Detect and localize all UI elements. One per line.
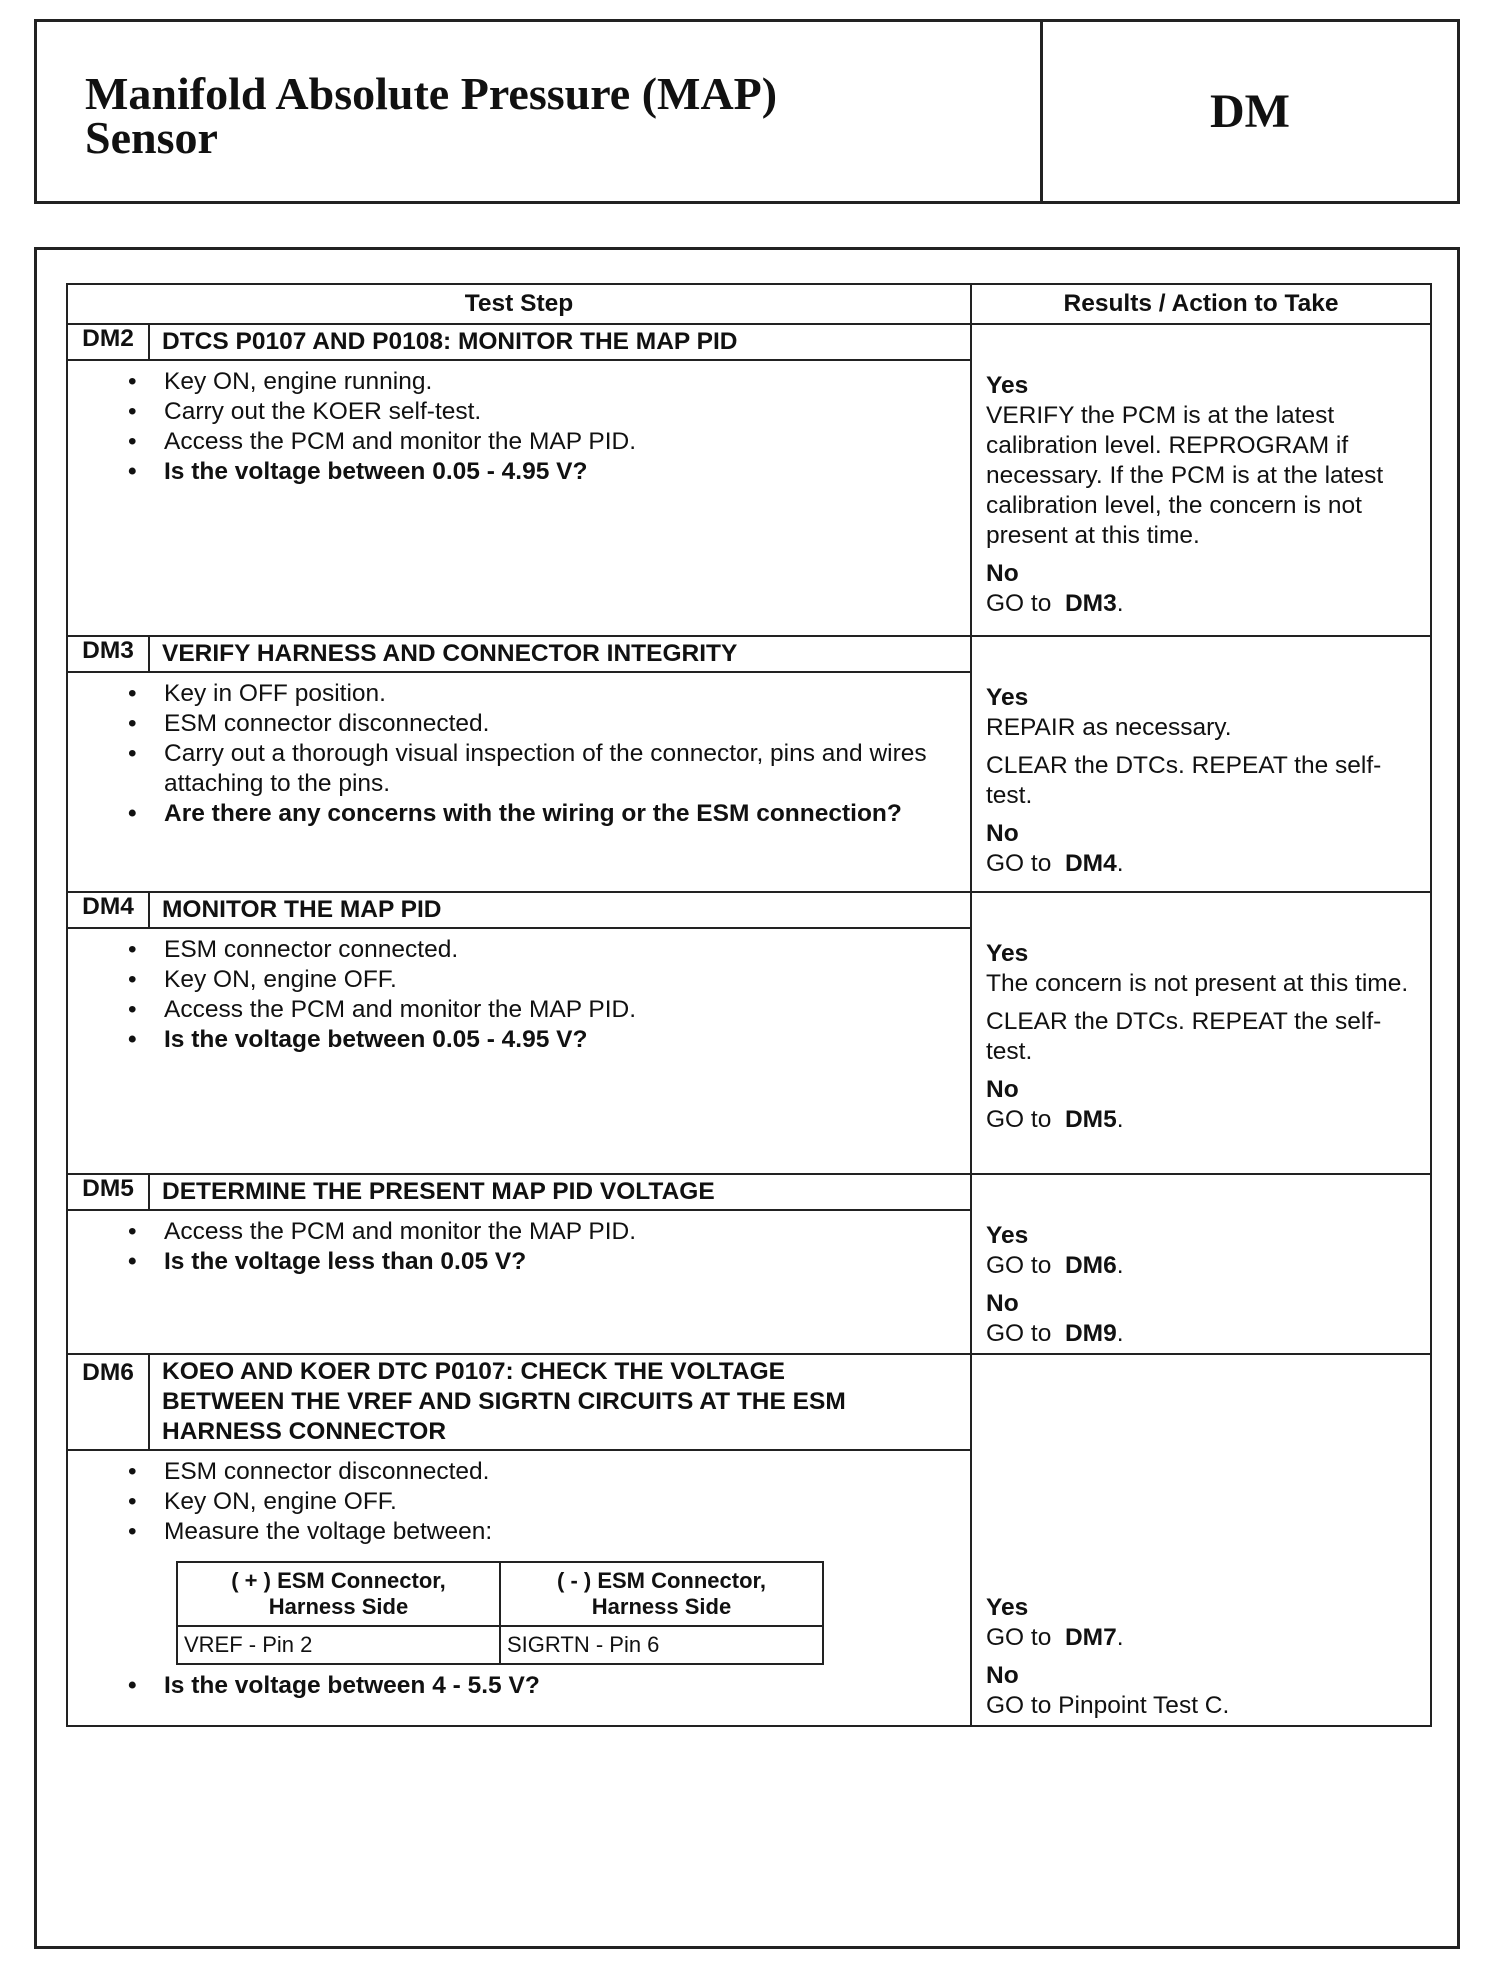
yes-prefix: GO to bbox=[986, 1252, 1052, 1279]
result-cell bbox=[971, 892, 1431, 1174]
no-action[interactable]: GO to Pinpoint Test C. bbox=[986, 1692, 1230, 1719]
bullet: • Access the PCM and monitor the MAP PID. bbox=[164, 995, 970, 1025]
step-title-row bbox=[67, 636, 1431, 672]
yes-label: Yes bbox=[986, 1222, 1029, 1249]
bullet: • Carry out a thorough visual inspection of the connector, pins and wires attaching to the pins. bbox=[164, 739, 970, 799]
question-bullet: • Is the voltage less than 0.05 V? bbox=[164, 1247, 970, 1277]
bullet: • Key ON, engine OFF. bbox=[164, 1487, 970, 1517]
yes-suffix: . bbox=[1116, 1252, 1124, 1279]
question-bullet: • Is the voltage between 0.05 - 4.95 V? bbox=[164, 457, 970, 487]
step-title-row bbox=[67, 892, 1431, 928]
no-action bbox=[986, 1319, 1418, 1349]
no-label: No bbox=[986, 820, 1019, 847]
yes-action: The concern is not present at this time. bbox=[986, 970, 1409, 997]
bullet: • Measure the voltage between: bbox=[164, 1517, 970, 1547]
pin-cell-negative: SIGRTN - Pin 6 bbox=[500, 1626, 823, 1664]
step-title: DTCS P0107 AND P0108: MONITOR THE MAP PID bbox=[149, 324, 971, 360]
bullet: • Access the PCM and monitor the MAP PID. bbox=[164, 1217, 970, 1247]
bullet: • ESM connector disconnected. bbox=[164, 709, 970, 739]
no-suffix: . bbox=[1116, 1106, 1124, 1133]
step-bullets bbox=[68, 1457, 970, 1547]
step-question bbox=[68, 1671, 970, 1701]
pin-table-row bbox=[177, 1626, 823, 1664]
yes-action: VERIFY the PCM is at the latest calibration level. REPROGRAM if necessary. If the PCM is at the latest calibration level, the concern is not present at this time. bbox=[986, 402, 1384, 549]
yes-label: Yes bbox=[986, 684, 1029, 711]
no-prefix: GO to bbox=[986, 1320, 1052, 1347]
section-code: DM bbox=[1210, 85, 1290, 138]
connector-pin-table bbox=[176, 1561, 824, 1665]
yes-label: Yes bbox=[986, 372, 1029, 399]
step-bullets bbox=[68, 679, 970, 829]
yes-target-link[interactable]: DM6 bbox=[1064, 1252, 1117, 1279]
yes-label: Yes bbox=[986, 940, 1029, 967]
no-target-link[interactable]: DM3 bbox=[1064, 590, 1117, 617]
bullet: • Key in OFF position. bbox=[164, 679, 970, 709]
col-label-line: ( - ) ESM Connector, bbox=[557, 1568, 766, 1593]
col-label-line: ( + ) ESM Connector, bbox=[231, 1568, 446, 1593]
yes-action: REPAIR as necessary. bbox=[986, 714, 1232, 741]
col-label-line: Harness Side bbox=[268, 1594, 409, 1619]
no-suffix: . bbox=[1116, 590, 1124, 617]
step-bullets bbox=[68, 935, 970, 1055]
no-prefix: GO to bbox=[986, 1106, 1052, 1133]
no-label: No bbox=[986, 560, 1019, 587]
step-id: DM4 bbox=[67, 892, 149, 928]
step-body bbox=[67, 1210, 971, 1354]
bullet: • ESM connector connected. bbox=[164, 935, 970, 965]
result-cell bbox=[971, 324, 1431, 636]
question-bullet: • Is the voltage between 0.05 - 4.95 V? bbox=[164, 1025, 970, 1055]
step-id: DM3 bbox=[67, 636, 149, 672]
table-header-row bbox=[67, 284, 1431, 324]
no-action bbox=[986, 849, 1418, 879]
step-id: DM5 bbox=[67, 1174, 149, 1210]
yes-action bbox=[986, 1251, 1418, 1281]
step-body bbox=[67, 1450, 971, 1726]
step-title: KOEO AND KOER DTC P0107: CHECK THE VOLTAGE BETWEEN THE VREF AND SIGRTN CIRCUITS AT THE ESM HARNESS CONNECTOR bbox=[149, 1354, 971, 1450]
page-title bbox=[85, 68, 1045, 163]
step-title-row bbox=[67, 1174, 1431, 1210]
col-header-test-step: Test Step bbox=[67, 284, 971, 324]
step-title: DETERMINE THE PRESENT MAP PID VOLTAGE bbox=[149, 1174, 971, 1210]
step-id: DM6 bbox=[67, 1354, 149, 1450]
result-cell bbox=[971, 1354, 1431, 1726]
yes-action bbox=[986, 1623, 1418, 1653]
test-step-table bbox=[66, 283, 1432, 1727]
bullet: • Access the PCM and monitor the MAP PID. bbox=[164, 427, 970, 457]
pin-table-col-negative bbox=[500, 1562, 823, 1626]
yes-target-link[interactable]: DM7 bbox=[1064, 1624, 1117, 1651]
step-title: VERIFY HARNESS AND CONNECTOR INTEGRITY bbox=[149, 636, 971, 672]
yes-prefix: GO to bbox=[986, 1624, 1052, 1651]
bullet: • Carry out the KOER self-test. bbox=[164, 397, 970, 427]
no-label: No bbox=[986, 1076, 1019, 1103]
yes-action-2: CLEAR the DTCs. REPEAT the self-test. bbox=[986, 752, 1382, 809]
question-bullet: • Are there any concerns with the wiring or the ESM connection? bbox=[164, 799, 970, 829]
step-title-row bbox=[67, 324, 1431, 360]
title-line-1: Manifold Absolute Pressure (MAP) bbox=[85, 68, 778, 119]
header-box bbox=[34, 19, 1460, 204]
no-target-link[interactable]: DM5 bbox=[1064, 1106, 1117, 1133]
question-bullet: • Is the voltage between 4 - 5.5 V? bbox=[164, 1671, 970, 1701]
bullet: • Key ON, engine running. bbox=[164, 367, 970, 397]
no-suffix: . bbox=[1116, 1320, 1124, 1347]
no-target-link[interactable]: DM9 bbox=[1064, 1320, 1117, 1347]
no-target-link[interactable]: DM4 bbox=[1064, 850, 1117, 877]
step-body bbox=[67, 928, 971, 1174]
bullet: • ESM connector disconnected. bbox=[164, 1457, 970, 1487]
yes-label: Yes bbox=[986, 1594, 1029, 1621]
no-action bbox=[986, 589, 1418, 619]
no-action bbox=[986, 1105, 1418, 1135]
yes-action-2: CLEAR the DTCs. REPEAT the self-test. bbox=[986, 1008, 1382, 1065]
result-cell bbox=[971, 636, 1431, 892]
step-id: DM2 bbox=[67, 324, 149, 360]
pin-table-header bbox=[177, 1562, 823, 1626]
step-title: MONITOR THE MAP PID bbox=[149, 892, 971, 928]
step-body bbox=[67, 360, 971, 636]
no-suffix: . bbox=[1116, 850, 1124, 877]
step-bullets bbox=[68, 367, 970, 487]
no-prefix: GO to bbox=[986, 590, 1052, 617]
bullet: • Key ON, engine OFF. bbox=[164, 965, 970, 995]
yes-suffix: . bbox=[1116, 1624, 1124, 1651]
col-label-line: Harness Side bbox=[591, 1594, 732, 1619]
no-prefix: GO to bbox=[986, 850, 1052, 877]
no-label: No bbox=[986, 1662, 1019, 1689]
pin-table-col-positive bbox=[177, 1562, 500, 1626]
col-header-results: Results / Action to Take bbox=[971, 284, 1431, 324]
step-bullets bbox=[68, 1217, 970, 1277]
title-line-2: Sensor bbox=[85, 112, 218, 163]
result-cell bbox=[971, 1174, 1431, 1354]
step-body bbox=[67, 672, 971, 892]
no-label: No bbox=[986, 1290, 1019, 1317]
pin-cell-positive: VREF - Pin 2 bbox=[177, 1626, 500, 1664]
step-title-row bbox=[67, 1354, 1431, 1450]
